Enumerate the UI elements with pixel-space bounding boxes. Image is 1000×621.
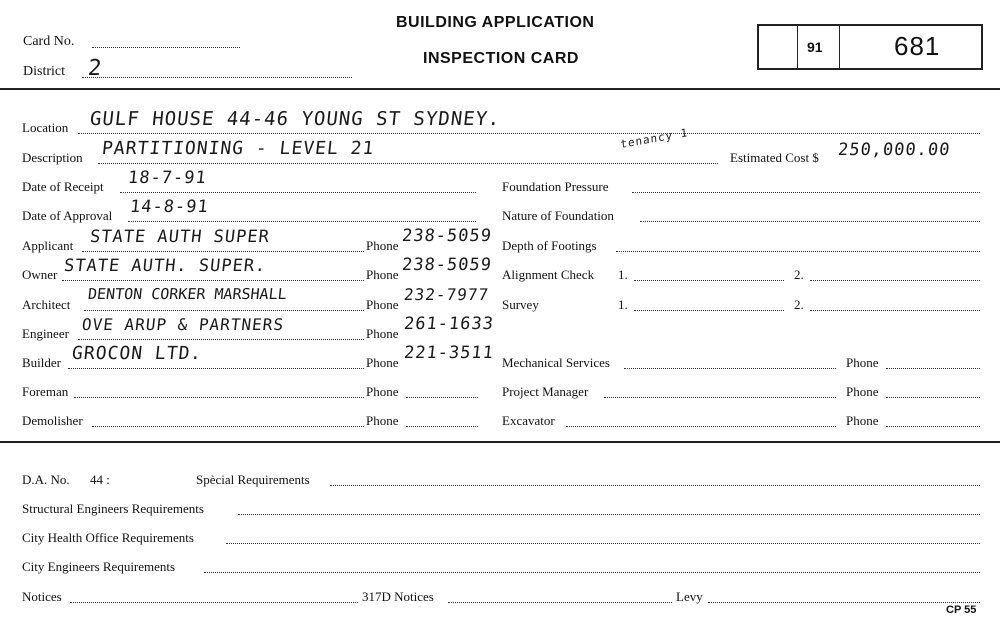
description-note: tenancy 1 bbox=[620, 126, 689, 151]
architect-phone-label: Phone bbox=[366, 297, 399, 312]
applicant-value: STATE AUTH SUPER bbox=[88, 227, 271, 247]
city-engineers-label: City Engineers Requirements bbox=[22, 559, 176, 574]
description-field[interactable] bbox=[98, 163, 718, 164]
header-divider bbox=[0, 88, 1000, 90]
structural-engineers-label: Structural Engineers Requirements bbox=[22, 501, 204, 516]
foundation-pressure-field[interactable] bbox=[632, 192, 980, 193]
owner-phone-label: Phone bbox=[366, 267, 399, 282]
excavator-field[interactable] bbox=[566, 426, 836, 427]
owner-field[interactable] bbox=[62, 280, 364, 281]
structural-engineers-field[interactable] bbox=[238, 514, 980, 515]
alignment-check-1-label: 1. bbox=[618, 267, 628, 282]
engineer-phone: 261-1633 bbox=[402, 314, 495, 334]
survey-1-label: 1. bbox=[618, 297, 628, 312]
location-label: Location bbox=[22, 120, 69, 135]
project-manager-phone-field[interactable] bbox=[886, 397, 980, 398]
estimated-cost-value: 250,000.00 bbox=[836, 140, 952, 160]
city-engineers-field[interactable] bbox=[204, 572, 980, 573]
date-approval-field[interactable] bbox=[128, 221, 476, 222]
architect-value: DENTON CORKER MARSHALL bbox=[87, 285, 288, 303]
requirements-divider bbox=[0, 441, 1000, 443]
demolisher-label: Demolisher bbox=[22, 413, 83, 428]
applicant-phone-label: Phone bbox=[366, 238, 399, 253]
location-field[interactable] bbox=[78, 133, 980, 134]
nature-foundation-label: Nature of Foundation bbox=[502, 208, 614, 223]
engineer-label: Engineer bbox=[22, 326, 69, 341]
demolisher-phone-label: Phone bbox=[366, 413, 399, 428]
survey-1-field[interactable] bbox=[634, 310, 784, 311]
engineer-phone-label: Phone bbox=[366, 326, 399, 341]
applicant-field[interactable] bbox=[82, 251, 364, 252]
owner-label: Owner bbox=[22, 267, 58, 282]
project-manager-phone-label: Phone bbox=[846, 384, 879, 399]
form-title-line2: INSPECTION CARD bbox=[423, 50, 579, 67]
city-health-label: City Health Office Requirements bbox=[22, 530, 194, 545]
demolisher-phone-field[interactable] bbox=[406, 426, 478, 427]
survey-2-field[interactable] bbox=[810, 310, 980, 311]
owner-value: STATE AUTH. SUPER. bbox=[62, 256, 268, 276]
alignment-check-1-field[interactable] bbox=[634, 280, 784, 281]
da-no-value: 44 : bbox=[90, 472, 110, 487]
alignment-check-2-field[interactable] bbox=[810, 280, 980, 281]
special-requirements-label: Spècial Requirements bbox=[196, 472, 310, 487]
notices-317d-label: 317D Notices bbox=[362, 589, 434, 604]
notices-field[interactable] bbox=[70, 602, 358, 603]
levy-field[interactable] bbox=[708, 602, 980, 603]
card-number-box bbox=[757, 24, 983, 70]
mechanical-services-label: Mechanical Services bbox=[502, 355, 610, 370]
special-requirements-field[interactable] bbox=[330, 485, 980, 486]
alignment-check-label: Alignment Check bbox=[502, 267, 595, 282]
date-approval-value: 14-8-91 bbox=[128, 197, 210, 217]
description-label: Description bbox=[22, 150, 83, 165]
form-title-line1: BUILDING APPLICATION bbox=[396, 14, 595, 31]
date-receipt-label: Date of Receipt bbox=[22, 179, 104, 194]
builder-value: GROCON LTD. bbox=[70, 343, 204, 364]
foreman-phone-label: Phone bbox=[366, 384, 399, 399]
alignment-check-2-label: 2. bbox=[794, 267, 804, 282]
notices-317d-field[interactable] bbox=[448, 602, 672, 603]
description-value: PARTITIONING - LEVEL 21 bbox=[100, 138, 376, 159]
date-approval-label: Date of Approval bbox=[22, 208, 113, 223]
date-receipt-field[interactable] bbox=[120, 192, 476, 193]
district-field[interactable] bbox=[82, 77, 352, 78]
mechanical-services-field[interactable] bbox=[624, 368, 836, 369]
depth-footings-label: Depth of Footings bbox=[502, 238, 597, 253]
mechanical-phone-label: Phone bbox=[846, 355, 879, 370]
card-no-label: Card No. bbox=[23, 34, 75, 49]
mechanical-phone-field[interactable] bbox=[886, 368, 980, 369]
project-manager-label: Project Manager bbox=[502, 384, 589, 399]
card-number-divider-2 bbox=[839, 26, 840, 68]
da-no-label: D.A. No. bbox=[22, 472, 70, 487]
card-no-field[interactable] bbox=[92, 47, 240, 48]
builder-phone: 221-3511 bbox=[402, 343, 495, 363]
card-number: 681 bbox=[894, 31, 941, 61]
excavator-label: Excavator bbox=[502, 413, 555, 428]
card-year: 91 bbox=[807, 39, 823, 55]
levy-label: Levy bbox=[676, 589, 703, 604]
foreman-phone-field[interactable] bbox=[406, 397, 478, 398]
card-number-divider-1 bbox=[797, 26, 798, 68]
demolisher-field[interactable] bbox=[92, 426, 364, 427]
district-value: 2 bbox=[86, 56, 104, 81]
applicant-label: Applicant bbox=[22, 238, 74, 253]
applicant-phone: 238-5059 bbox=[400, 226, 493, 246]
date-receipt-value: 18-7-91 bbox=[126, 168, 208, 188]
location-value: GULF HOUSE 44-46 YOUNG ST SYDNEY. bbox=[88, 108, 502, 130]
foreman-label: Foreman bbox=[22, 384, 69, 399]
depth-footings-field[interactable] bbox=[616, 251, 980, 252]
project-manager-field[interactable] bbox=[604, 397, 836, 398]
foundation-pressure-label: Foundation Pressure bbox=[502, 179, 609, 194]
estimated-cost-label: Estimated Cost $ bbox=[730, 150, 819, 165]
owner-phone: 238-5059 bbox=[400, 255, 493, 275]
city-health-field[interactable] bbox=[226, 543, 980, 544]
notices-label: Notices bbox=[22, 589, 62, 604]
engineer-value: OVE ARUP & PARTNERS bbox=[81, 315, 286, 334]
architect-field[interactable] bbox=[84, 310, 364, 311]
district-label: District bbox=[23, 64, 65, 79]
architect-label: Architect bbox=[22, 297, 71, 312]
excavator-phone-field[interactable] bbox=[886, 426, 980, 427]
architect-phone: 232-7977 bbox=[403, 285, 491, 304]
nature-foundation-field[interactable] bbox=[640, 221, 980, 222]
builder-phone-label: Phone bbox=[366, 355, 399, 370]
foreman-field[interactable] bbox=[74, 397, 364, 398]
form-code: CP 55 bbox=[946, 604, 977, 616]
builder-label: Builder bbox=[22, 355, 61, 370]
excavator-phone-label: Phone bbox=[846, 413, 879, 428]
survey-2-label: 2. bbox=[794, 297, 804, 312]
survey-label: Survey bbox=[502, 297, 539, 312]
builder-field[interactable] bbox=[68, 368, 364, 369]
engineer-field[interactable] bbox=[78, 339, 364, 340]
